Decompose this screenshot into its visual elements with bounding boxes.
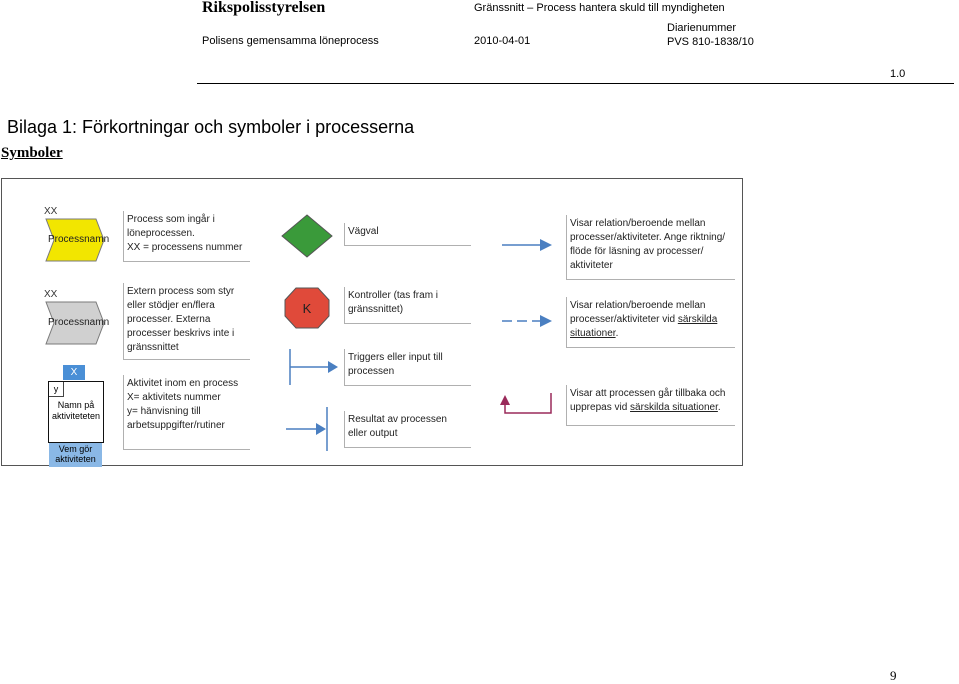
process-label: Processnamn: [48, 234, 110, 245]
version: 1.0: [890, 68, 906, 80]
activity-ref: y: [49, 382, 64, 397]
control-letter: K: [302, 301, 312, 316]
document-title: Gränssnitt – Process hantera skuld till myndigheten: [474, 2, 725, 14]
document-date: 2010-04-01: [474, 35, 531, 47]
relation-arrow-icon: [502, 237, 554, 253]
process-number-label: XX: [44, 206, 58, 217]
relation-description: Visar relation/beroende mellan processer/aktiviteter. Ange riktning/ flöde för läsning av processer/ aktiviteter: [566, 215, 735, 280]
diarienummer-value: PVS 810-1838/10: [667, 36, 754, 48]
external-number-label: XX: [44, 289, 58, 300]
header-rule: [197, 83, 954, 84]
process-name: Polisens gemensamma löneprocess: [202, 35, 379, 47]
conditional-description: Visar relation/beroende mellan processer/aktiviteter vid särskilda situationer.: [566, 297, 735, 348]
gateway-description: Vägval: [344, 223, 471, 246]
activity-performer: Vem gör aktiviteten: [49, 443, 102, 467]
control-octagon-icon: [284, 287, 330, 329]
activity-description: Aktivitet inom en process X= aktivitets nummer y= hänvisning till arbetsuppgifter/rutiner: [123, 375, 250, 450]
process-description: Process som ingår i löneprocessen. XX = processens nummer: [123, 211, 250, 262]
trigger-arrow-icon: [288, 349, 340, 389]
trigger-description: Triggers eller input till processen: [344, 349, 471, 386]
conditional-arrow-icon: [502, 313, 554, 329]
diarienummer-label: Diarienummer: [667, 22, 737, 34]
org-name: Rikspolisstyrelsen: [202, 0, 326, 16]
page-title: Bilaga 1: Förkortningar och symboler i processerna: [7, 117, 415, 137]
external-description: Extern process som styr eller stödjer en/flera processer. Externa processer beskrivs inte i gränssnittet: [123, 283, 250, 360]
symbol-legend: [1, 178, 743, 466]
output-arrow-icon: [286, 407, 338, 453]
page-number: 9: [890, 668, 897, 683]
activity-name: Namn på aktiviteteten: [51, 400, 101, 421]
gateway-diamond-icon: [280, 214, 334, 258]
activity-number: X: [63, 365, 85, 380]
external-process-label: Processnamn: [48, 317, 110, 328]
section-heading: Symboler: [1, 145, 63, 161]
activity-box-icon: [48, 381, 104, 443]
output-description: Resultat av processen eller output: [344, 411, 471, 448]
control-description: Kontroller (tas fram i gränssnittet): [344, 287, 471, 324]
loop-description: Visar att processen går tillbaka och upprepas vid särskilda situationer.: [566, 385, 735, 426]
loop-arrow-icon: [496, 391, 554, 417]
